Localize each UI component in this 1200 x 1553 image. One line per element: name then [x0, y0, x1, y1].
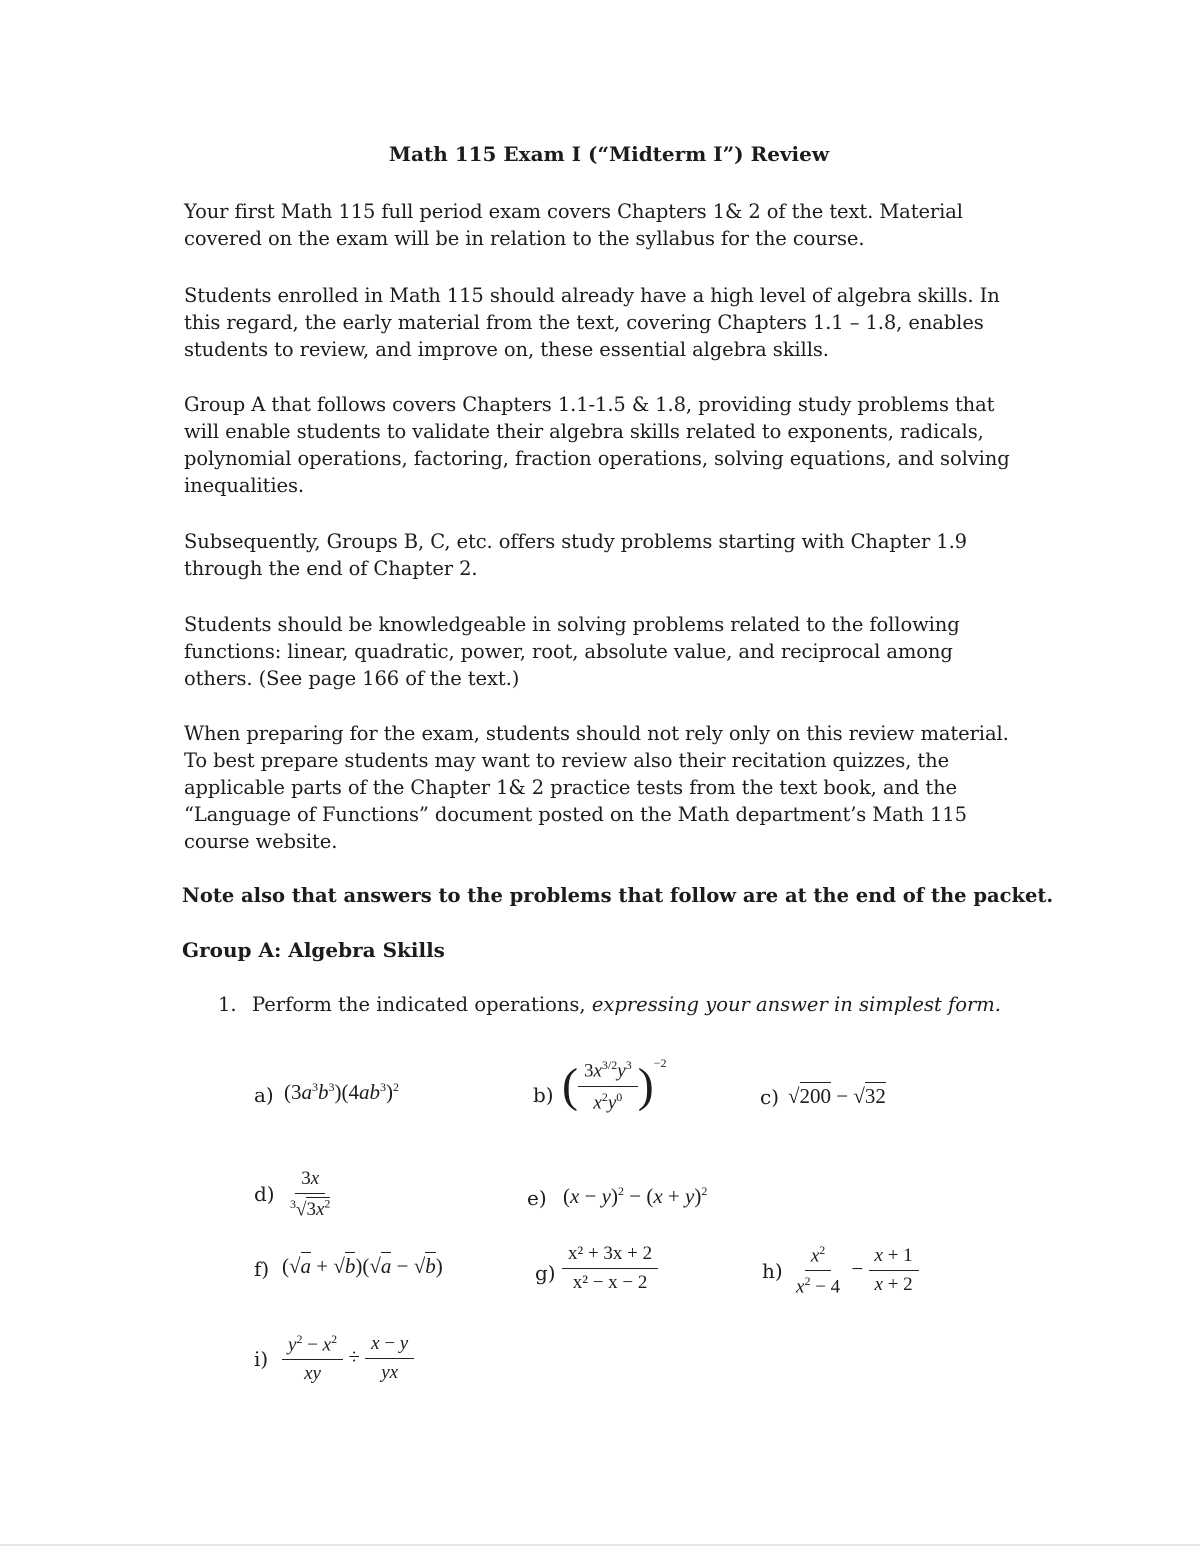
problem-e-label: e) — [527, 1186, 547, 1210]
problem-i-expression: $\frac{y^2 - x^2}{xy}$ ÷ $\frac{x - y}{yx}$ — [282, 1332, 414, 1385]
problem-g-numerator: x² + 3x + 2 — [562, 1243, 658, 1269]
group-a-heading: Group A: Algebra Skills — [182, 938, 445, 962]
paragraph-line: course website. — [184, 830, 338, 853]
paragraph-line: Your first Math 115 full period exam covers Chapters 1& 2 of the text. Material — [184, 200, 963, 223]
paragraph-3 — [184, 391, 1034, 499]
paragraph-line: applicable parts of the Chapter 1& 2 practice tests from the text book, and the — [184, 776, 957, 799]
paragraph-line: functions: linear, quadratic, power, root, absolute value, and reciprocal among — [184, 640, 953, 663]
problem-g-denominator: x² − x − 2 — [572, 1272, 648, 1293]
problem-c-expression: √200 − √32 — [788, 1084, 886, 1108]
scan-edge-line — [0, 1544, 1200, 1546]
paragraph-line: Subsequently, Groups B, C, etc. offers study problems starting with Chapter 1.9 — [184, 530, 967, 553]
paragraph-line: Group A that follows covers Chapters 1.1-1.5 & 1.8, providing study problems that — [184, 393, 995, 416]
paragraph-5 — [184, 611, 1034, 692]
question-number: 1. — [218, 993, 237, 1016]
problem-g-label: g) — [535, 1261, 556, 1285]
problem-f-label: f) — [254, 1257, 270, 1281]
question-1 — [218, 993, 1001, 1016]
paragraph-line: this regard, the early material from the text, covering Chapters 1.1 – 1.8, enables — [184, 311, 984, 334]
problem-d-expression: $\frac{3x}{^3√3x^2}$ — [290, 1168, 331, 1221]
paragraph-line: students to review, and improve on, these essential algebra skills. — [184, 338, 829, 361]
page-title: Math 115 Exam I (“Midterm I”) Review — [388, 142, 830, 166]
problem-c-label: c) — [760, 1085, 780, 1109]
paragraph-line: others. (See page 166 of the text.) — [184, 667, 520, 690]
paragraph-line: Students enrolled in Math 115 should already have a high level of algebra skills. In — [184, 284, 1000, 307]
paragraph-4 — [184, 528, 1034, 582]
paragraph-line: will enable students to validate their algebra skills related to exponents, radicals, — [184, 420, 984, 443]
question-text: Perform the indicated operations, — [252, 993, 586, 1016]
paragraph-line: To best prepare students may want to review also their recitation quizzes, the — [184, 749, 950, 772]
paragraph-line: inequalities. — [184, 474, 304, 497]
problem-b-label: b) — [533, 1083, 554, 1107]
paragraph-line: When preparing for the exam, students should not rely only on this review material. — [184, 722, 1009, 745]
problem-h-label: h) — [762, 1259, 783, 1283]
paragraph-6 — [184, 720, 1034, 855]
problem-d-label: d) — [254, 1182, 275, 1206]
problem-f-expression: (√a + √b)(√a − √b) — [282, 1254, 443, 1278]
paragraph-line: covered on the exam will be in relation to the syllabus for the course. — [184, 227, 865, 250]
paragraph-line: polynomial operations, factoring, fraction operations, solving equations, and solving — [184, 447, 1010, 470]
question-emphasis: expressing your answer in simplest form. — [591, 993, 1001, 1016]
problem-e-expression: $(x - y)^2 - (x + y)^2$ — [563, 1184, 708, 1208]
paragraph-line: “Language of Functions” document posted on the Math department’s Math 115 — [184, 803, 967, 826]
paragraph-line: Students should be knowledgeable in solving problems related to the following — [184, 613, 960, 636]
paragraph-line: through the end of Chapter 2. — [184, 557, 478, 580]
problem-g-expression — [562, 1243, 658, 1294]
answers-note: Note also that answers to the problems that follow are at the end of the packet. — [182, 884, 1054, 907]
paragraph-1 — [184, 198, 1034, 252]
problem-b-expression: ( $\frac{3x^{3/2}y^3}{x^2y^0}$ )$^{-2}$ — [562, 1056, 667, 1114]
problem-a-label: a) — [254, 1083, 274, 1107]
paragraph-2 — [184, 282, 1034, 363]
problem-i-label: i) — [254, 1347, 269, 1371]
problem-a-expression: $(3a^3b^3)(4ab^3)^2$ — [284, 1080, 399, 1104]
problem-h-expression: $\frac{x^2}{x^2 - 4}$ − $\frac{x + 1}{x + 2}$ — [790, 1243, 919, 1299]
